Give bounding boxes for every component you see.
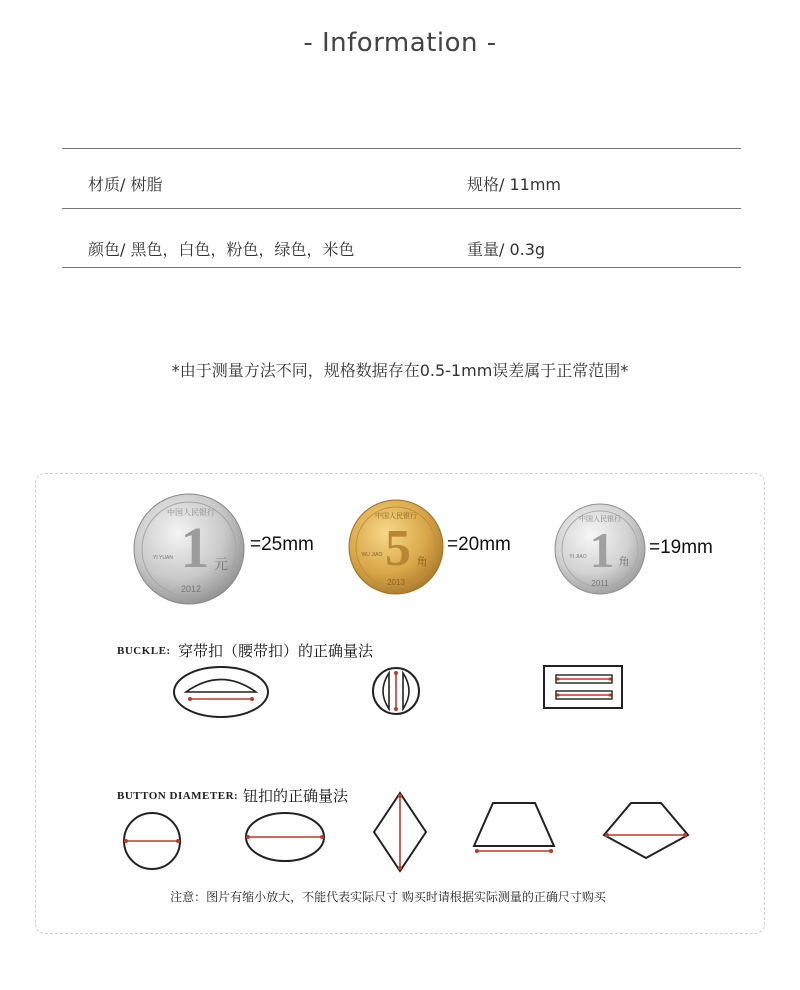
oval-button-diagram-icon — [243, 810, 327, 864]
round-buckle-diagram-icon — [370, 663, 422, 719]
five-jiao-coin-icon — [348, 499, 444, 595]
coin1-unit: 元 — [214, 557, 228, 573]
button-diameter-label: BUTTON DIAMETER: — [117, 790, 239, 802]
oval-buckle-diagram-icon — [170, 663, 272, 721]
coin1-size-label: =25mm — [250, 534, 314, 555]
coin3-size-label: =19mm — [649, 537, 713, 558]
trapezoid-button-diagram-icon — [471, 800, 557, 856]
coin3-side: YI JIAO — [569, 554, 587, 560]
coin3-top-text: 中国人民银行 — [579, 515, 621, 523]
coin3-unit: 角 — [618, 555, 630, 568]
spec-material: 材质/ 树脂 — [88, 175, 163, 194]
coin3-face: 1 — [589, 522, 615, 578]
spec-weight: 重量/ 0.3g — [467, 240, 546, 259]
button-title: 钮扣的正确量法 — [243, 787, 349, 805]
coin2-face: 5 — [385, 520, 411, 577]
coin1-year: 2012 — [180, 584, 202, 594]
coin2-side: WU JIAO — [361, 552, 383, 558]
page-title: - Information - — [303, 28, 497, 58]
diamond-button-diagram-icon — [372, 791, 428, 873]
coin1-face: 1 — [180, 515, 210, 580]
coin2-top-text: 中国人民银行 — [375, 512, 417, 520]
round-button-diagram-icon — [121, 810, 183, 872]
coin1-top-text: 中国人民银行 — [167, 508, 215, 517]
rectangle-buckle-diagram-icon — [542, 664, 624, 710]
coin1-side: YI YUAN — [153, 555, 173, 561]
coin2-year: 2013 — [387, 578, 405, 587]
buckle-label: BUCKLE: — [117, 645, 171, 657]
table-rule-middle — [62, 208, 741, 209]
coin3-year: 2011 — [591, 579, 609, 588]
coin2-size-label: =20mm — [447, 534, 511, 555]
tolerance-note: *由于测量方法不同，规格数据存在0.5-1mm误差属于正常范围* — [171, 361, 629, 380]
one-jiao-coin-icon — [554, 503, 646, 595]
spec-size: 规格/ 11mm — [467, 175, 562, 194]
table-rule-bottom — [62, 267, 741, 268]
gem-button-diagram-icon — [601, 800, 691, 862]
size-disclaimer: 注意：图片有缩小放大，不能代表实际尺寸 购买时请根据实际测量的正确尺寸购买 — [170, 890, 606, 904]
table-rule-top — [62, 148, 741, 149]
one-yuan-coin-icon — [133, 493, 245, 605]
spec-colors: 颜色/ 黑色，白色，粉色，绿色，米色 — [88, 240, 355, 259]
coin2-unit: 角 — [416, 555, 428, 568]
buckle-title: 穿带扣（腰带扣）的正确量法 — [178, 642, 374, 660]
